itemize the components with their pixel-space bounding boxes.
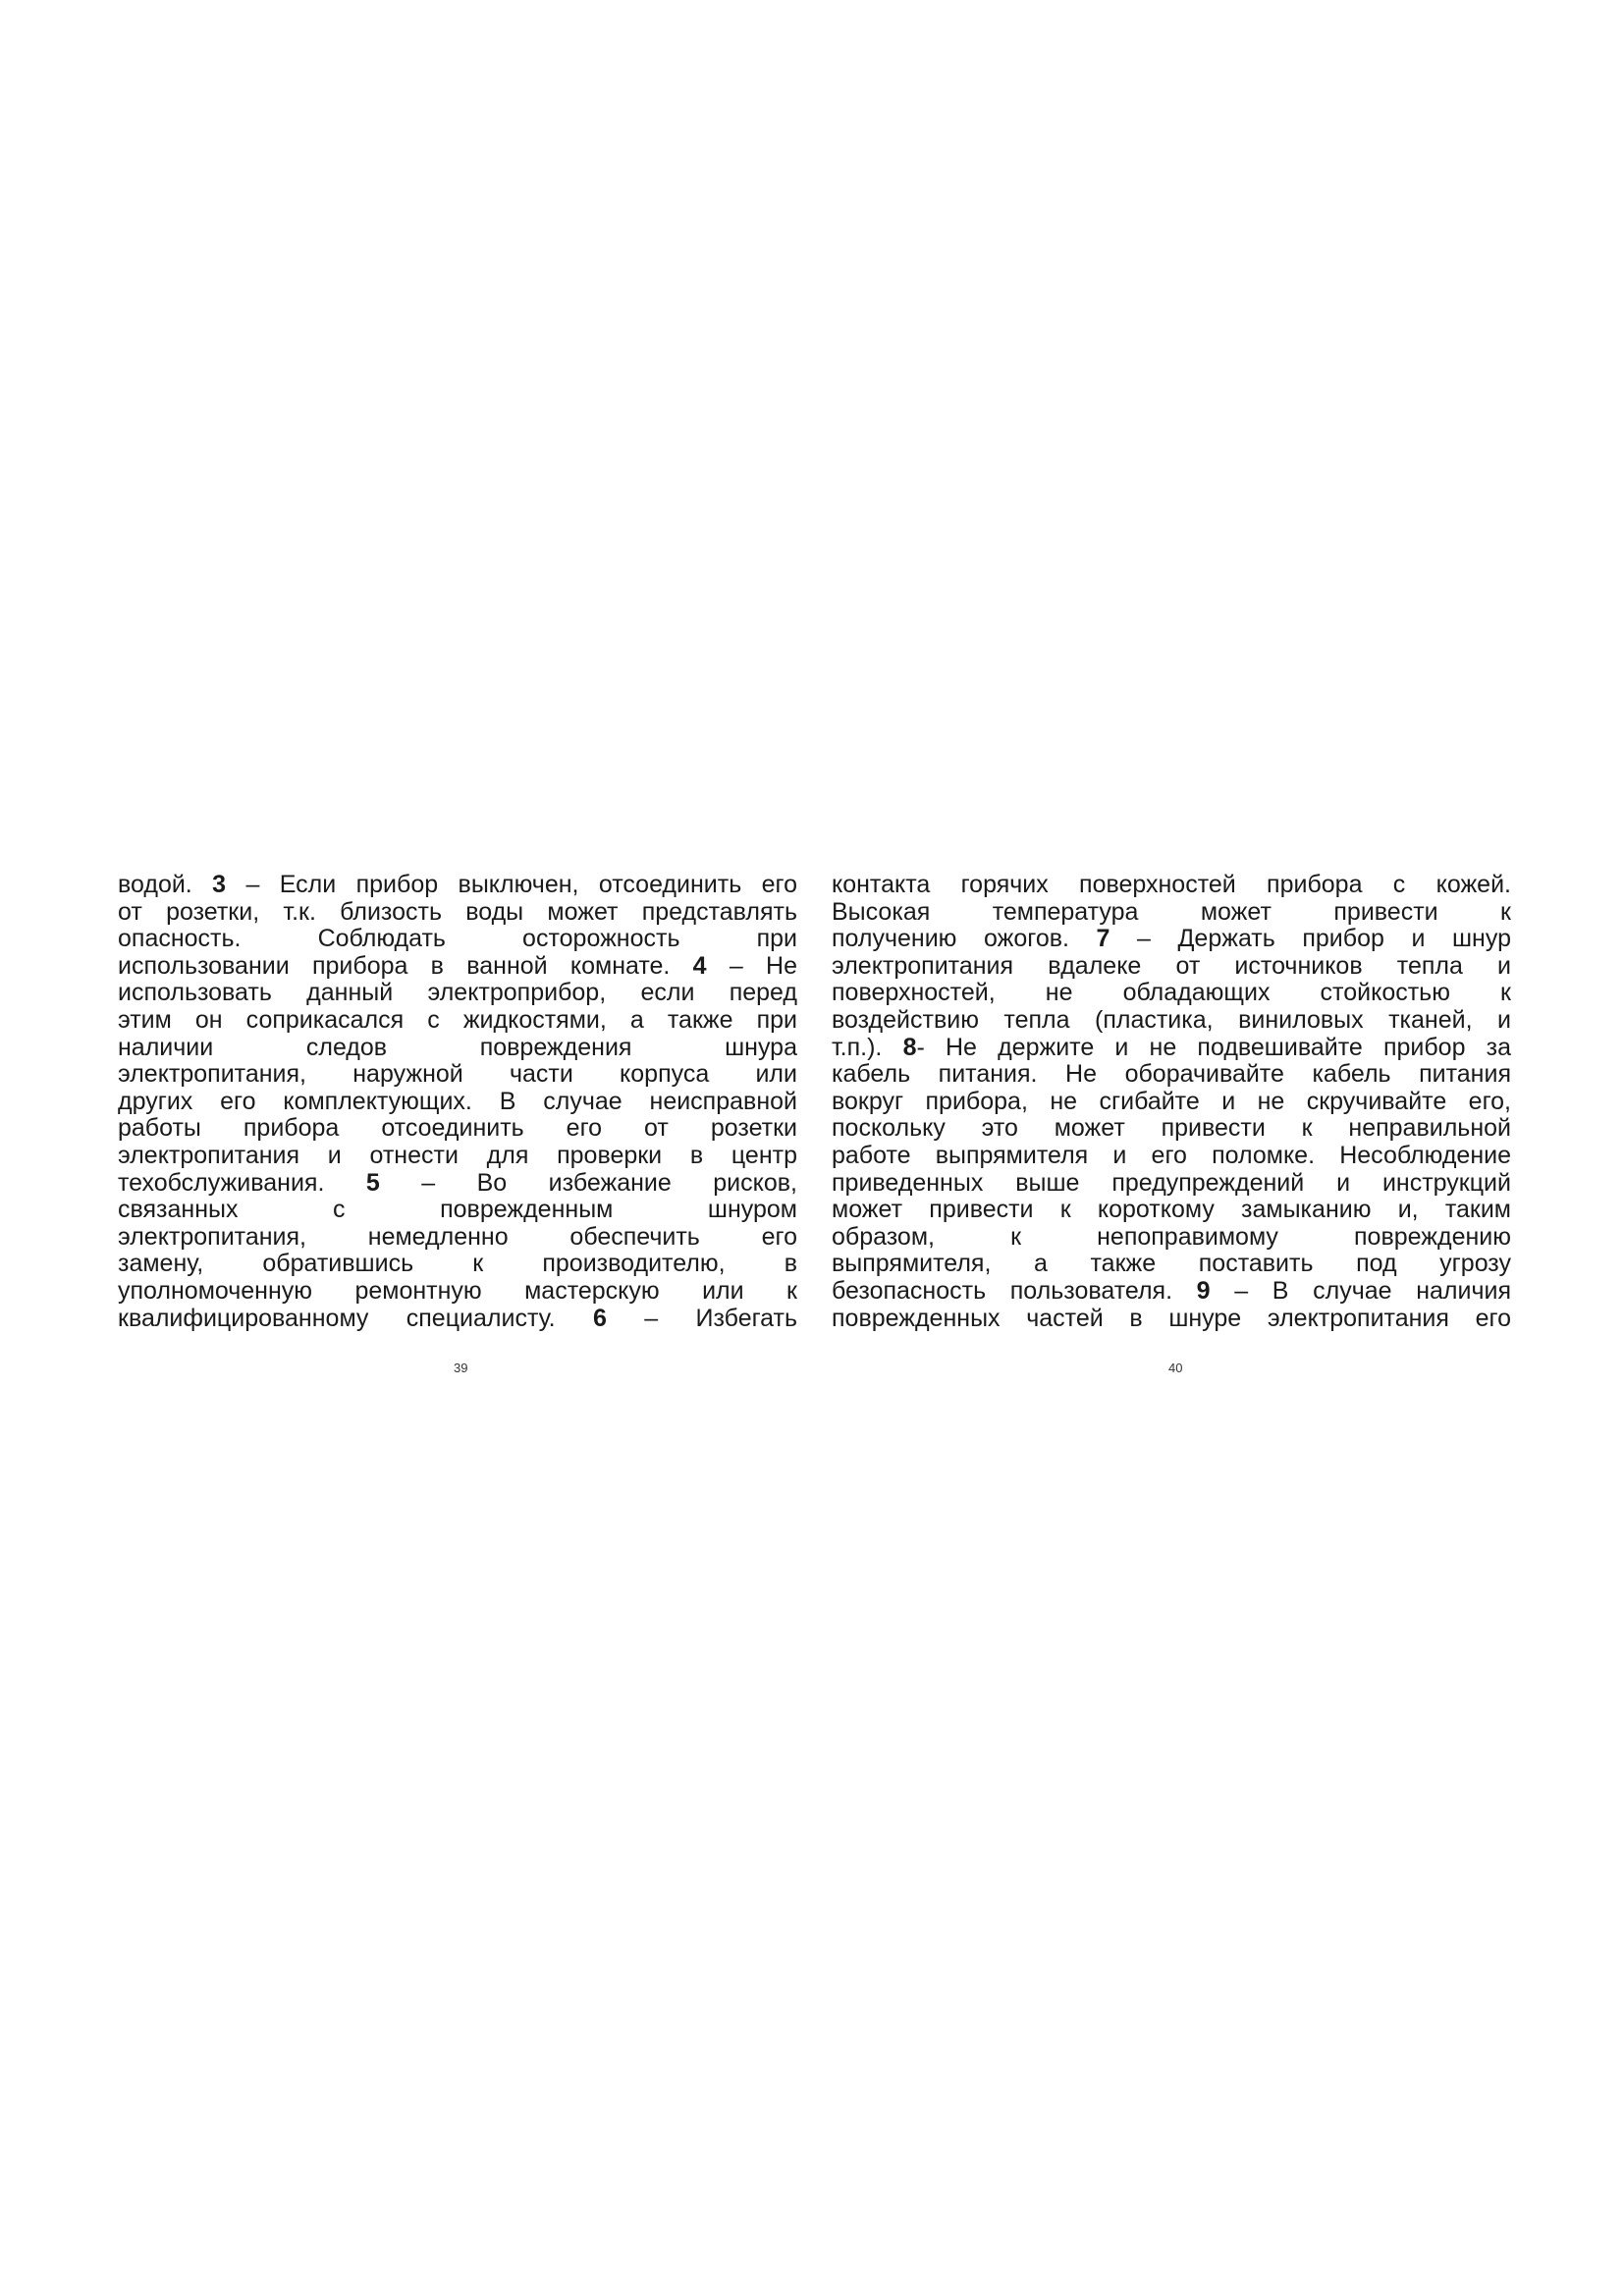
text-line: квалифицированному специалисту. 6 – Избегать	[118, 1305, 797, 1332]
text-line: получению ожогов. 7 – Держать прибор и шнур	[832, 926, 1511, 953]
text-line: использовать данный электроприбор, если перед	[118, 980, 797, 1007]
text-line: приведенных выше предупреждений и инструкций	[832, 1169, 1511, 1197]
text-line: может привести к короткому замыканию и, таким	[832, 1197, 1511, 1224]
text-line: электропитания, наружной части корпуса или	[118, 1061, 797, 1089]
text-line: от розетки, т.к. близость воды может представлять	[118, 898, 797, 926]
text-line: электропитания, немедленно обеспечить его	[118, 1223, 797, 1251]
text-line: контакта горячих поверхностей прибора с кожей.	[832, 872, 1511, 898]
text-line: образом, к непоправимому повреждению	[832, 1223, 1511, 1251]
text-line: связанных с поврежденным шнуром	[118, 1197, 797, 1224]
text-line: использовании прибора в ванной комнате. 4 – Не	[118, 952, 797, 980]
text-line: выпрямителя, а также поставить под угрозу	[832, 1251, 1511, 1278]
text-line: техобслуживания. 5 – Во избежание рисков,	[118, 1169, 797, 1197]
text-line: работе выпрямителя и его поломке. Несоблюдение	[832, 1142, 1511, 1169]
text-line: замену, обратившись к производителю, в	[118, 1251, 797, 1278]
text-line: электропитания и отнести для проверки в центр	[118, 1142, 797, 1169]
page-number-left: 39	[454, 1361, 468, 1375]
page-number-right: 40	[1168, 1361, 1183, 1375]
text-line: поверхностей, не обладающих стойкостью к	[832, 980, 1511, 1007]
text-line: электропитания вдалеке от источников тепла и	[832, 952, 1511, 980]
text-line: вокруг прибора, не сгибайте и не скручивайте его,	[832, 1088, 1511, 1115]
text-line: водой. 3 – Если прибор выключен, отсоединить его	[118, 872, 797, 898]
text-line: поскольку это может привести к неправильной	[832, 1115, 1511, 1143]
text-line: воздействию тепла (пластика, виниловых тканей, и	[832, 1006, 1511, 1034]
text-line: этим он соприкасался с жидкостями, а также при	[118, 1006, 797, 1034]
text-line: безопасность пользователя. 9 – В случае наличия	[832, 1277, 1511, 1305]
text-line: работы прибора отсоединить его от розетки	[118, 1115, 797, 1143]
right-page-text	[832, 872, 1511, 1332]
text-line: кабель питания. Не оборачивайте кабель питания	[832, 1061, 1511, 1089]
text-line: т.п.). 8- Не держите и не подвешивайте прибор за	[832, 1034, 1511, 1061]
text-line: поврежденных частей в шнуре электропитания его	[832, 1305, 1511, 1332]
text-line: опасность. Соблюдать осторожность при	[118, 926, 797, 953]
text-line: Высокая температура может привести к	[832, 898, 1511, 926]
left-page-text	[118, 872, 797, 1332]
text-line: уполномоченную ремонтную мастерскую или к	[118, 1277, 797, 1305]
text-line: наличии следов повреждения шнура	[118, 1034, 797, 1061]
text-line: других его комплектующих. В случае неисправной	[118, 1088, 797, 1115]
